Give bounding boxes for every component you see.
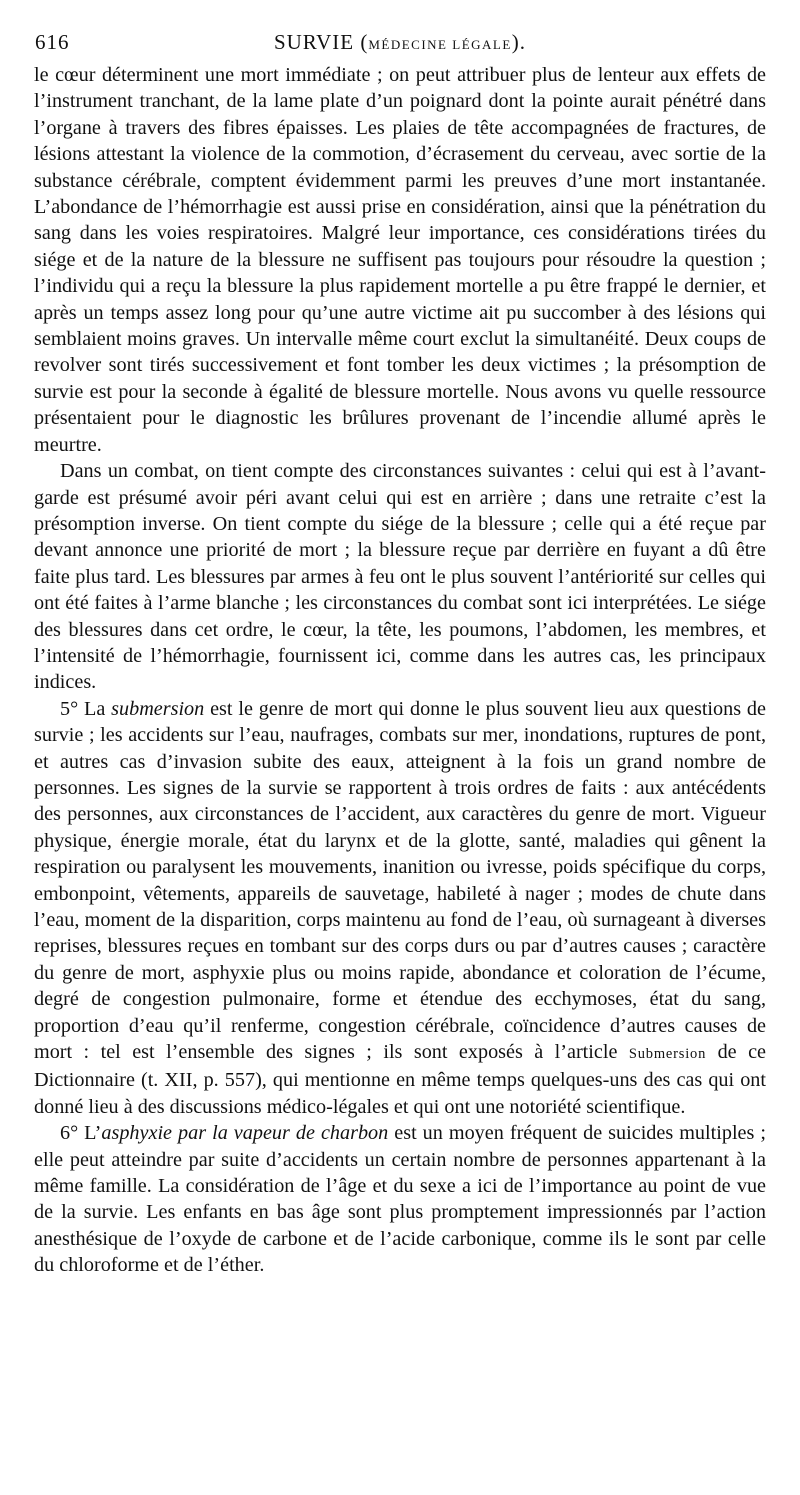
running-title-paren-close: ). bbox=[511, 30, 527, 54]
asphyxie-term: asphyxie par la vapeur de charbon bbox=[101, 1122, 389, 1145]
running-title-small-caps: MÉDECINE LÉGALE bbox=[368, 37, 512, 52]
paragraph-asphyxie-body: est un moyen fréquent de suicides multiples ; elle peut atteindre par suite d’accidents un certain nombre de personnes appartenant à la même famille. La considération de l’âge et du sexe a ici de l’importance au point de vue de la survie. Les enfants en bas âge sont plus promptement impressionnés par l’action anesthésique de l’oxyde de carbone et de l’acide carbonique, comme ils le sont par celle du chloroforme et de l’éther. bbox=[34, 1122, 766, 1277]
paragraph-submersion bbox=[34, 696, 766, 1121]
paragraph-continuation: le cœur déterminent une mort immédiate ; on peut attribuer plus de lenteur aux effets de l’instrument tranchant, de la lame plate d’un poignard dont la pointe aurait pénétré dans l’organe à travers des fibres épaisses. Les plaies de tête accompagnées de fractures, de lésions attestant la violence de la commotion, d’écrasement du cerveau, avec sortie de la substance cérébrale, comptent évidemment parmi les preuves d’une mort instantanée. L’abondance de l’hémorrhagie est aussi prise en considération, ainsi que la pénétration du sang dans les voies respiratoires. Malgré leur importance, ces considérations tirées du siége et de la nature de la blessure ne suffisent pas toujours pour résoudre la question ; l’individu qui a reçu la blessure la plus rapidement mortelle a pu être frappé le dernier, et après un temps assez long pour qu’une autre victime ait pu succomber à des lésions qui semblaient moins graves. Un intervalle même court exclut la simultanéité. Deux coups de revolver sont tirés successivement et font tomber les deux victimes ; la présomption de survie est pour la seconde à égalité de blessure mortelle. Nous avons vu quelle ressource présentaient pour le diagnostic les brûlures provenant de l’incendie allumé après le meurtre. bbox=[34, 64, 766, 456]
body-text bbox=[34, 62, 766, 1279]
paragraph-combat: Dans un combat, on tient compte des circonstances suivantes : celui qui est à l’avant-garde est présumé avoir péri avant celui qui est en arrière ; dans une retraite c’est la présomption inverse. On tient compte du siége de la blessure ; celle qui a été reçue par devant annonce une priorité de mort ; la blessure reçue par derrière en fuyant a dû être faite plus tard. Les blessures par armes à feu ont le plus souvent l’antériorité sur celles qui ont été faites à l’arme blanche ; les circonstances du combat sont ici interprétées. Le siége des blessures dans cet ordre, le cœur, la tête, les poumons, l’abdomen, les membres, et l’intensité de l’hémorrhagie, fournissent ici, comme dans les autres cas, les principaux indices. bbox=[34, 460, 766, 694]
running-header bbox=[35, 30, 765, 56]
page-number: 616 bbox=[35, 30, 70, 54]
paragraph-asphyxie bbox=[34, 1120, 766, 1278]
running-title bbox=[35, 30, 765, 55]
paragraph-submersion-body: est le genre de mort qui donne le plus souvent lieu aux questions de survie ; les accidents sur l’eau, naufrages, combats sur mer, inondations, ruptures de pont, et autres cas d’invasion subite des eaux, atteignent à la fois un grand nombre de personnes. Les signes de la survie se rapportent à trois ordres de faits : aux antécédents des personnes, aux circonstances de l’accident, aux caractères du genre de mort. Vigueur physique, énergie morale, état du larynx et de la glotte, santé, maladies qui gênent la respiration ou paralysent les mouvements, inanition ou ivresse, poids spécifique du corps, embonpoint, vêtements, appareils de sauvetage, habileté à nager ; modes de chute dans l’eau, moment de la disparition, corps maintenu au fond de l’eau, où surnageant à diverses reprises, blessures reçues en tombant sur des corps durs ou par d’autres causes ; caractère du genre de mort, asphyxie plus ou moins rapide, abondance et coloration de l’écume, degré de congestion pulmonaire, forme et étendue des ecchymoses, état du sang, proportion d’eau qu’il renferme, congestion cérébrale, coïncidence d’autres causes de mort : tel est l’ensemble des signes ; ils sont exposés à l’article bbox=[34, 697, 766, 1064]
paragraph-asphyxie-lead: 6° L’ bbox=[60, 1122, 102, 1145]
running-title-paren-open: ( bbox=[354, 30, 369, 54]
paragraph-submersion-lead: 5° La bbox=[60, 697, 112, 720]
submersion-term: submersion bbox=[111, 697, 205, 720]
running-title-main: SURVIE bbox=[273, 30, 355, 54]
paragraph-submersion-end: de ce Dictionnaire (t. XII, p. 557), qui mentionne en même temps quelques-uns des cas qui ont donné lieu à des discussions médico-légales et qui ont une notoriété scientifique. bbox=[34, 1041, 766, 1118]
article-reference: Submersion bbox=[628, 1046, 707, 1063]
